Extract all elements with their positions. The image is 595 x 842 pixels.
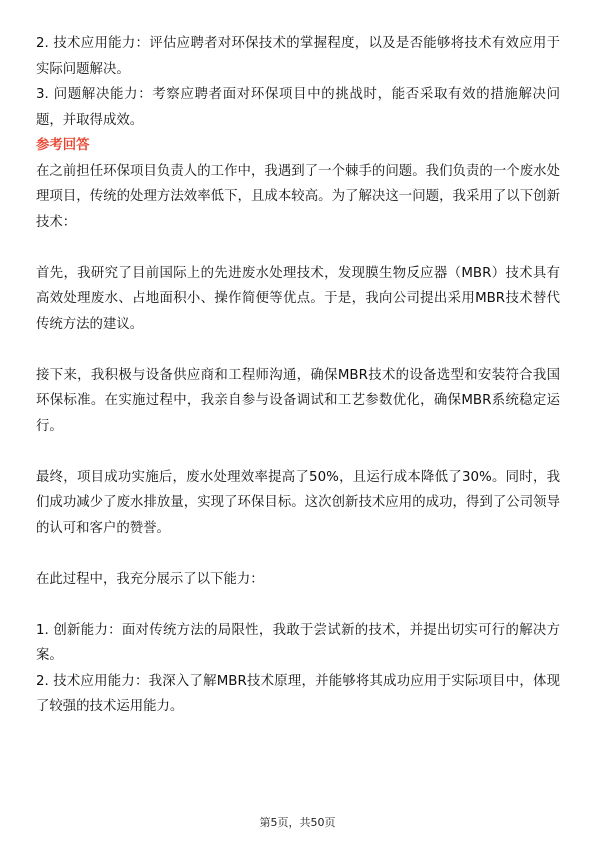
answer-paragraph-research: 首先，我研究了目前国际上的先进废水处理技术，发现膜生物反应器（MBR）技术具有高效处理废水、占地面积小、操作简便等优点。于是，我向公司提出采用MBR技术替代传统方法的建议。 (36, 265, 560, 332)
criterion-problem-solving: 3. 问题解决能力：考察应聘者面对环保项目中的挑战时，能否采取有效的措施解决问题，并取得成效。 (36, 87, 560, 128)
answer-paragraph-result: 最终，项目成功实施后，废水处理效率提高了50%，且运行成本降低了30%。同时，我们成功减少了废水排放量，实现了环保目标。这次创新技术应用的成功，得到了公司领导的认可和客户的赞誉。 (36, 469, 560, 536)
paragraph-spacer (36, 235, 560, 261)
paragraph-spacer (36, 541, 560, 567)
answer-paragraph-intro: 在之前担任环保项目负责人的工作中，我遇到了一个棘手的问题。我们负责的一个废水处理项目，传统的处理方法效率低下，且成本较高。为了解决这一问题，我采用了以下创新技术： (36, 163, 560, 230)
criterion-technical-application: 2. 技术应用能力：评估应聘者对环保技术的掌握程度，以及是否能够将技术有效应用于实际问题解决。 (36, 36, 560, 77)
answer-heading: 参考回答 (36, 138, 90, 153)
page-content (36, 31, 560, 720)
page-number: 第5页，共50页 (259, 816, 336, 829)
paragraph-spacer (36, 592, 560, 618)
ability-technical-application: 2. 技术应用能力：我深入了解MBR技术原理，并能够将其成功应用于实际项目中，体现了较强的技术运用能力。 (36, 673, 560, 714)
paragraph-spacer (36, 337, 560, 363)
ability-innovation: 1. 创新能力：面对传统方法的局限性，我敢于尝试新的技术，并提出切实可行的解决方案。 (36, 622, 560, 663)
answer-paragraph-summary: 在此过程中，我充分展示了以下能力： (36, 571, 264, 587)
answer-paragraph-implementation: 接下来，我积极与设备供应商和工程师沟通，确保MBR技术的设备选型和安装符合我国环保标准。在实施过程中，我亲自参与设备调试和工艺参数优化，确保MBR系统稳定运行。 (36, 367, 560, 434)
paragraph-spacer (36, 439, 560, 465)
